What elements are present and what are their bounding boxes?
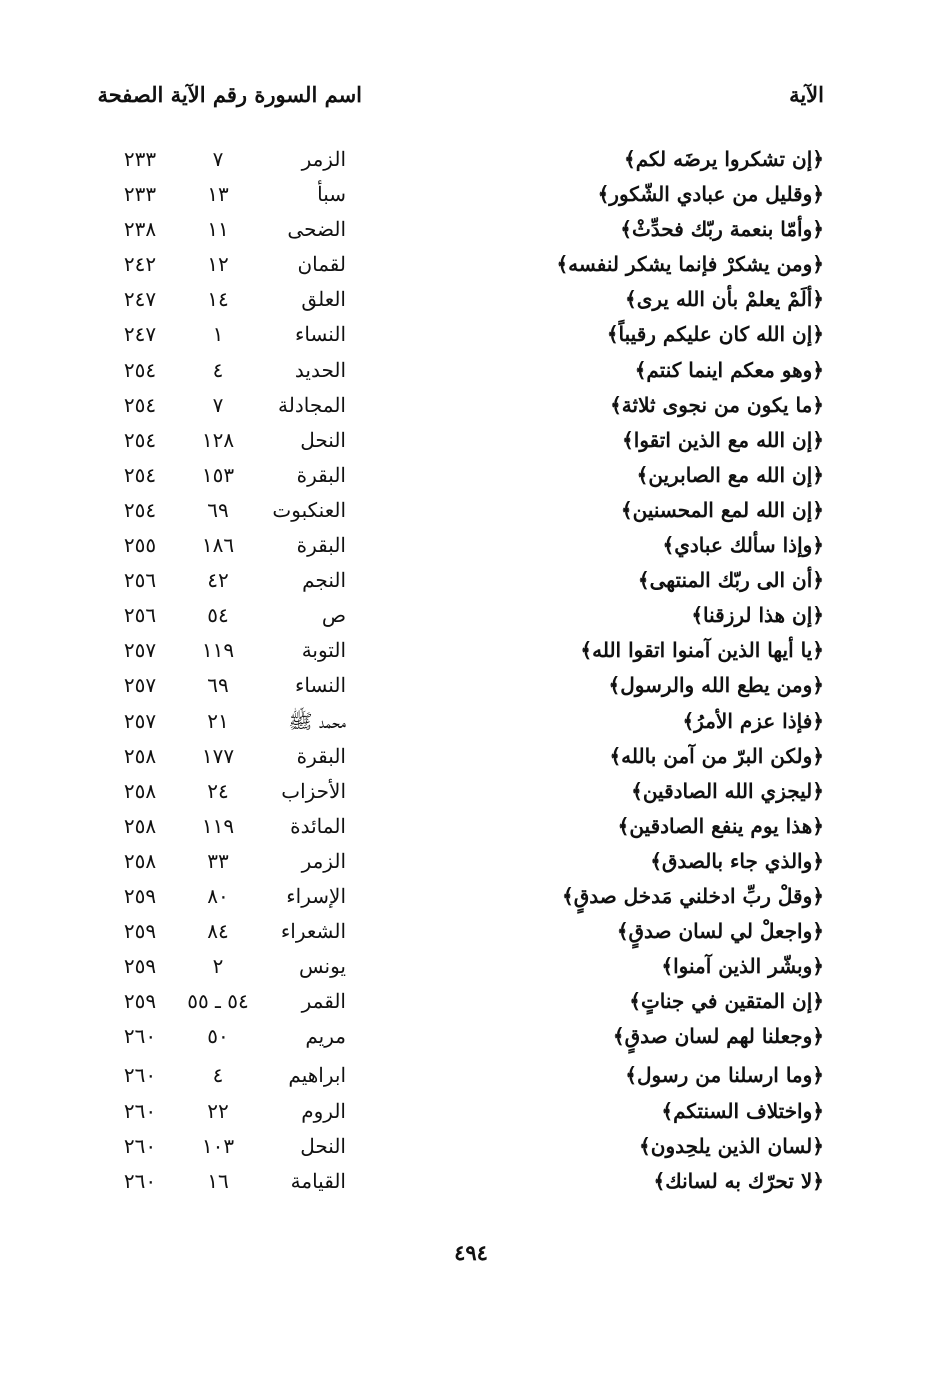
table-row — [0, 704, 942, 739]
table-row — [0, 879, 942, 914]
surah-name: الحديد — [294, 357, 346, 382]
table-row — [0, 984, 942, 1019]
verse-text: ﴿لا تحرّك به لسانك﴾ — [653, 1168, 824, 1193]
ayah-number: ١٤ — [207, 287, 229, 312]
surah-name: ابراهيم — [288, 1063, 346, 1088]
verse-text: ﴿ما يكون من نجوى ثلاثة﴾ — [610, 392, 824, 417]
surah-name: يونس — [299, 954, 346, 979]
verse-text: ﴿والذي جاء بالصدق﴾ — [650, 848, 824, 873]
ayah-number: ٣٣ — [207, 848, 229, 873]
surah-name: محمد ﷺ — [288, 708, 346, 733]
surah-name: الأحزاب — [281, 778, 346, 803]
surah-name: المجادلة — [278, 392, 346, 417]
page-ref: ٢٥٩ — [123, 954, 157, 979]
page-ref: ٢٥٩ — [123, 919, 157, 944]
verse-text: ﴿وقلْ ربِّ ادخلني مَدخل صدقٍ﴾ — [561, 883, 824, 908]
table-row — [0, 739, 942, 774]
ayah-number: ٦٩ — [207, 673, 229, 698]
verse-text: ﴿إن تشكروا يرضَه لكم﴾ — [623, 147, 824, 171]
surah-name: التوبة — [301, 638, 346, 663]
surah-name: الشعراء — [280, 919, 346, 944]
surah-name: القيامة — [290, 1168, 346, 1193]
surah-name: العنكبوت — [272, 497, 346, 522]
surah-name: الضحى — [287, 217, 346, 242]
page-ref: ٢٥٦ — [123, 568, 157, 593]
surah-name: الزمر — [301, 147, 346, 171]
surah-name: البقرة — [296, 743, 346, 768]
info-columns-header: اسم السورة رقم الآية الصفحة — [97, 82, 362, 107]
verse-text: ﴿وأمّا بنعمة ربّك فحدِّثْ﴾ — [620, 217, 824, 242]
page-ref: ٢٥٨ — [123, 778, 157, 803]
table-row — [0, 212, 942, 247]
page-ref: ٢٣٣ — [123, 147, 157, 171]
table-row — [0, 1094, 942, 1129]
ayah-number: ٤٢ — [207, 568, 229, 593]
verse-text: ﴿ومن يطع الله والرسول﴾ — [608, 673, 824, 698]
ayah-number: ٢٤ — [207, 778, 229, 803]
table-row — [0, 598, 942, 633]
ayah-number: ٢ — [212, 954, 224, 979]
page-ref: ٢٥٤ — [123, 427, 157, 452]
surah-name: الزمر — [301, 848, 346, 873]
ayah-number: ١٥٣ — [201, 462, 235, 487]
page-ref: ٢٥٩ — [123, 883, 157, 908]
page-ref: ٢٥٤ — [123, 497, 157, 522]
page-ref: ٢٦٠ — [123, 1098, 157, 1123]
verse-text: ﴿فإذا عزم الأمرُ﴾ — [682, 708, 824, 733]
table-row — [0, 949, 942, 984]
verse-column-header: الآية — [789, 82, 824, 107]
ayah-number: ١ — [212, 322, 224, 347]
table-row — [0, 353, 942, 388]
ayah-number: ٧ — [212, 392, 224, 417]
page-ref: ٢٣٣ — [123, 182, 157, 207]
table-row — [0, 493, 942, 528]
ayah-number: ١١٩ — [201, 638, 235, 663]
table-row — [0, 388, 942, 423]
ayah-number: ١٧٧ — [201, 743, 235, 768]
verse-text: ﴿واجعلْ لي لسان صدقٍ﴾ — [616, 919, 824, 944]
ayah-number: ١٢٨ — [201, 427, 235, 452]
ayah-number: ١٦ — [207, 1168, 229, 1193]
ayah-number: ١٠٣ — [201, 1133, 235, 1158]
page-ref: ٢٥٥ — [123, 533, 157, 558]
verse-text: ﴿واختلاف السنتكم﴾ — [661, 1098, 824, 1123]
surah-name: القمر — [301, 989, 346, 1014]
table-row — [0, 914, 942, 949]
ayah-number: ٢٢ — [207, 1098, 229, 1123]
table-row — [0, 809, 942, 844]
surah-name: المائدة — [290, 813, 346, 838]
page-ref: ٢٦٠ — [123, 1133, 157, 1158]
verse-text: ﴿إن الله مع الذين اتقوا﴾ — [622, 427, 824, 452]
verse-text: ﴿ألَمْ يعلمْ بأن الله يرى﴾ — [625, 287, 824, 312]
ayah-number: ١٣ — [207, 182, 229, 207]
verse-text: ﴿ولكن البرّ من آمن بالله﴾ — [609, 743, 824, 768]
ayah-number: ٦٩ — [207, 497, 229, 522]
surah-name: العلق — [301, 287, 346, 312]
table-row — [0, 177, 942, 212]
surah-name: لقمان — [297, 252, 346, 277]
surah-name: النجم — [302, 568, 346, 593]
page-ref: ٢٥٧ — [123, 708, 157, 733]
verse-text: ﴿وبشّر الذين آمنوا﴾ — [661, 954, 824, 979]
verse-text: ﴿وهو معكم اينما كنتم﴾ — [634, 357, 824, 382]
table-row — [0, 282, 942, 317]
surah-name: الروم — [301, 1098, 346, 1123]
table-row — [0, 142, 942, 177]
table-row — [0, 247, 942, 282]
verse-text: ﴿إن المتقين في جناتٍ﴾ — [629, 989, 824, 1014]
page-ref: ٢٥٨ — [123, 813, 157, 838]
table-row — [0, 1164, 942, 1199]
surah-name: ص — [321, 603, 346, 628]
ayah-number: ٧ — [212, 147, 224, 171]
verse-text: ﴿لسان الذين يلحِدون﴾ — [639, 1133, 824, 1158]
ayah-number: ٥٤ ـ ٥٥ — [187, 989, 249, 1014]
ayah-number: ٨٠ — [207, 883, 229, 908]
ayah-number: ١١٩ — [201, 813, 235, 838]
page-ref: ٢٥٧ — [123, 638, 157, 663]
ayah-number: ٥٤ — [207, 603, 229, 628]
verse-text: ﴿إن هذا لرزقنا﴾ — [691, 603, 824, 628]
table-row — [0, 423, 942, 458]
page-ref: ٢٥٤ — [123, 357, 157, 382]
table-row — [0, 528, 942, 563]
page-ref: ٢٤٧ — [123, 322, 157, 347]
table-row — [0, 1058, 942, 1093]
table-row — [0, 633, 942, 668]
page-ref: ٢٥٧ — [123, 673, 157, 698]
ayah-number: ٤ — [212, 357, 224, 382]
surah-name: النساء — [294, 322, 346, 347]
verse-text: ﴿ومن يشكرْ فإنما يشكر لنفسه﴾ — [556, 252, 824, 277]
table-row — [0, 563, 942, 598]
page-ref: ٢٥٩ — [123, 989, 157, 1014]
page-number: ٤٩٤ — [454, 1240, 488, 1265]
ayah-number: ١٢ — [207, 252, 229, 277]
verse-text: ﴿إن الله لمع المحسنين﴾ — [620, 497, 824, 522]
ayah-number: ٢١ — [207, 708, 229, 733]
ayah-number: ٥٠ — [207, 1024, 229, 1049]
verse-text: ﴿ليجزي الله الصادقين﴾ — [631, 778, 824, 803]
page-ref: ٢٣٨ — [123, 217, 157, 242]
page-ref: ٢٦٠ — [123, 1168, 157, 1193]
page-ref: ٢٥٤ — [123, 392, 157, 417]
ayah-number: ٨٤ — [207, 919, 229, 944]
verse-text: ﴿إن الله كان عليكم رقيباً﴾ — [606, 322, 824, 347]
page-ref: ٢٥٤ — [123, 462, 157, 487]
surah-name: الإسراء — [286, 883, 346, 908]
page-ref: ٢٥٨ — [123, 848, 157, 873]
table-row — [0, 844, 942, 879]
surah-name: البقرة — [296, 533, 346, 558]
verse-text: ﴿هذا يوم ينفع الصادقين﴾ — [617, 813, 824, 838]
verse-text: ﴿وقليل من عبادي الشّكور﴾ — [597, 182, 824, 207]
ayah-number: ١٨٦ — [201, 533, 235, 558]
surah-name: البقرة — [296, 462, 346, 487]
verse-text: ﴿وجعلنا لهم لسان صدقٍ﴾ — [612, 1024, 824, 1049]
verse-text: ﴿إن الله مع الصابرين﴾ — [636, 462, 824, 487]
page-ref: ٢٤٢ — [123, 252, 157, 277]
page-ref: ٢٦٠ — [123, 1063, 157, 1088]
table-row — [0, 668, 942, 703]
surah-name: مريم — [305, 1024, 346, 1049]
ayah-number: ٤ — [212, 1063, 224, 1088]
page-ref: ٢٥٨ — [123, 743, 157, 768]
surah-name: النحل — [300, 1133, 346, 1158]
verse-text: ﴿وما ارسلنا من رسول﴾ — [625, 1063, 824, 1088]
surah-name: سبأ — [317, 182, 346, 207]
page-ref: ٢٦٠ — [123, 1024, 157, 1049]
surah-name: النساء — [294, 673, 346, 698]
table-row — [0, 1129, 942, 1164]
index-table — [0, 142, 942, 1199]
ayah-number: ١١ — [207, 217, 229, 242]
table-row — [0, 458, 942, 493]
table-row — [0, 317, 942, 352]
verse-text: ﴿وإذا سألك عبادي﴾ — [662, 533, 824, 558]
table-row — [0, 1019, 942, 1054]
verse-text: ﴿يا أيها الذين آمنوا اتقوا الله﴾ — [580, 638, 824, 663]
page-ref: ٢٤٧ — [123, 287, 157, 312]
surah-name: النحل — [300, 427, 346, 452]
verse-text: ﴿أن الى ربّك المنتهى﴾ — [637, 568, 824, 593]
page-ref: ٢٥٦ — [123, 603, 157, 628]
table-row — [0, 774, 942, 809]
